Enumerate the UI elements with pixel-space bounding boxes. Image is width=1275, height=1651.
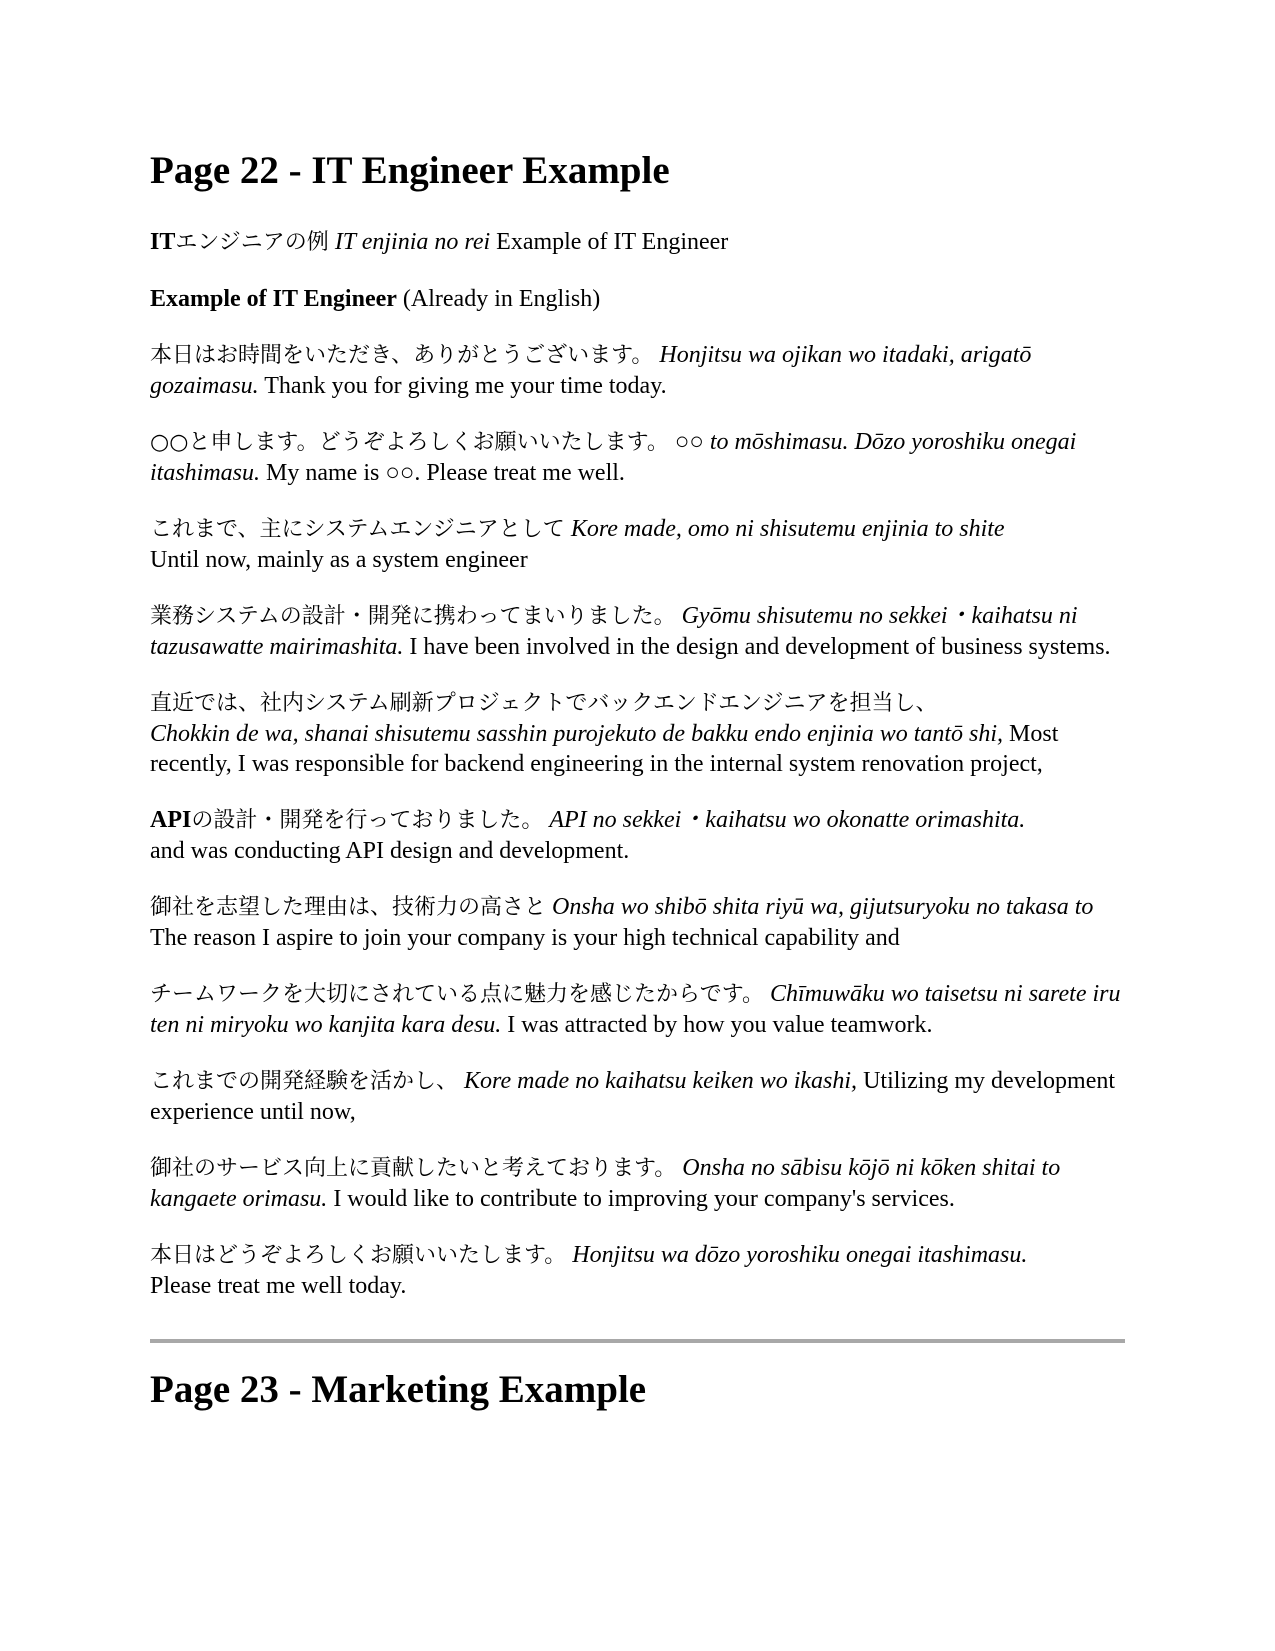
- phrase-entry-1: [150, 340, 1125, 401]
- english-text: Thank you for giving me your time today.: [264, 372, 667, 399]
- japanese-text: の設計・開発を行っておりました。: [191, 807, 544, 833]
- document-page: [150, 130, 1125, 1446]
- japanese-text: 御社のサービス向上に貢献したいと考えております。: [150, 1155, 677, 1181]
- english-text: The reason I aspire to join your company is your high technical capability and: [150, 924, 900, 951]
- page-heading-23: Page 23 - Marketing Example: [150, 1367, 647, 1411]
- jp-bold-prefix: IT: [150, 228, 176, 255]
- romaji-text: Kore made, omo ni shisutemu enjinia to shite: [570, 515, 1005, 542]
- romaji-text: IT enjinia no rei: [334, 228, 491, 255]
- english-text: I would like to contribute to improving your company's services.: [333, 1185, 955, 1212]
- japanese-text: チームワークを大切にされている点に魅力を感じたからです。: [150, 981, 765, 1007]
- title-entry: [150, 227, 1125, 258]
- english-text: My name is ○○. Please treat me well.: [266, 459, 625, 486]
- english-text: and was conducting API design and development.: [150, 837, 630, 864]
- romaji-text: Honjitsu wa ojikan wo itadaki, arigatō gozaimasu.: [150, 341, 1032, 399]
- romaji-text: Onsha wo shibō shita riyū wa, gijutsuryoku no takasa to: [552, 893, 1094, 920]
- romaji-text: API no sekkei・kaihatsu wo okonatte orimashita.: [549, 806, 1026, 833]
- english-text: Until now, mainly as a system engineer: [150, 546, 528, 573]
- japanese-text: ○○と申します。どうぞよろしくお願いいたします。: [150, 429, 669, 455]
- phrase-entry-8: [150, 979, 1125, 1040]
- phrase-entry-9: [150, 1066, 1125, 1127]
- japanese-text: これまでの開発経験を活かし、: [150, 1068, 459, 1094]
- japanese-text: 本日はどうぞよろしくお願いいたします。: [150, 1242, 567, 1268]
- english-note: (Already in English): [402, 285, 601, 312]
- romaji-text: Honjitsu wa dōzo yoroshiku onegai itashimasu.: [572, 1241, 1028, 1268]
- phrase-entry-11: [150, 1240, 1125, 1301]
- romaji-text: Chokkin de wa, shanai shisutemu sasshin purojekuto de bakku endo enjinia wo tantō shi,: [150, 720, 1004, 747]
- english-text: I have been involved in the design and development of business systems.: [409, 633, 1111, 660]
- english-bold-title: Example of IT Engineer: [150, 285, 397, 312]
- english-entry: [150, 284, 1125, 314]
- romaji-text: Gyōmu shisutemu no sekkei・kaihatsu ni tazusawatte mairimashita.: [150, 602, 1078, 660]
- english-text: Example of IT Engineer: [496, 228, 729, 255]
- jp-bold-prefix: API: [150, 806, 192, 833]
- japanese-text: エンジニアの例: [175, 229, 329, 255]
- page-heading-22: Page 22 - IT Engineer Example: [150, 149, 670, 192]
- english-text: Utilizing my development experience until now,: [150, 1067, 1116, 1125]
- phrase-entry-6: [150, 805, 1125, 866]
- phrase-entry-5: [150, 688, 1125, 779]
- japanese-text: 御社を志望した理由は、技術力の高さと: [150, 894, 547, 920]
- english-text: Please treat me well today.: [150, 1272, 407, 1299]
- phrase-entry-4: [150, 601, 1125, 662]
- english-text: I was attracted by how you value teamwork.: [507, 1011, 933, 1038]
- romaji-text: ○○ to mōshimasu. Dōzo yoroshiku onegai itashimasu.: [150, 428, 1077, 486]
- english-text: Most recently, I was responsible for backend engineering in the internal system renovation project,: [150, 720, 1059, 777]
- phrase-entry-7: [150, 892, 1125, 953]
- japanese-text: 本日はお時間をいただき、ありがとうございます。: [150, 342, 654, 368]
- japanese-text: 直近では、社内システム刷新プロジェクトでバックエンドエンジニアを担当し、: [150, 690, 938, 716]
- phrase-entry-3: [150, 514, 1125, 575]
- phrase-entry-2: [150, 427, 1125, 488]
- romaji-text: Chīmuwāku wo taisetsu ni sarete iru ten ni miryoku wo kanjita kara desu.: [150, 980, 1121, 1038]
- romaji-text: Onsha no sābisu kōjō ni kōken shitai to kangaete orimasu.: [150, 1154, 1061, 1212]
- romaji-text: Kore made no kaihatsu keiken wo ikashi,: [464, 1067, 858, 1094]
- phrase-entry-10: [150, 1153, 1125, 1214]
- japanese-text: これまで、主にシステムエンジニアとして: [150, 516, 565, 542]
- page-separator: [150, 1339, 1125, 1343]
- japanese-text: 業務システムの設計・開発に携わってまいりました。: [150, 603, 676, 629]
